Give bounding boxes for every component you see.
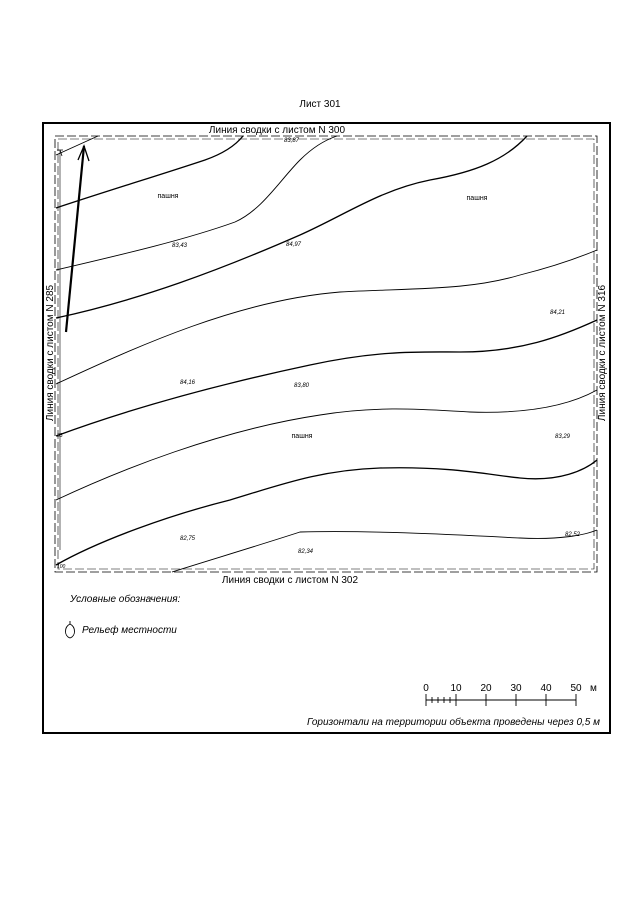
survey-boundary [55, 136, 597, 572]
contour-line [56, 136, 527, 318]
contour-line [56, 320, 597, 436]
elevation-label: 82,75 [180, 536, 196, 542]
elevation-label: 83,29 [555, 434, 571, 440]
edge-label-right: Линия сводки с листом N 316 [597, 284, 608, 422]
contour-line [56, 250, 597, 384]
scale-bar [423, 683, 597, 706]
elevation-label: 83 [57, 433, 63, 439]
contour-interval-note: Горизонтали на территории объекта проведены через 0,5 м [306, 717, 600, 728]
scale-tick-label: 40 [540, 683, 552, 694]
scale-tick-label: 30 [510, 683, 522, 694]
legend-title: Условные обозначения: [70, 594, 181, 605]
contour-lines [56, 136, 597, 572]
elevation-label: 84,97 [286, 242, 302, 248]
scale-tick-label: 0 [423, 683, 429, 694]
edge-label-top: Линия сводки с листом N 300 [208, 125, 346, 136]
sheet-title: Лист 301 [299, 99, 341, 110]
scale-tick-label: 50 [570, 683, 582, 694]
land-label: пашня [466, 195, 488, 202]
scale-tick-label: 20 [480, 683, 492, 694]
relief-icon [66, 621, 75, 638]
elevation-label: 83,43 [172, 243, 188, 249]
elevation-label: 100 [57, 564, 66, 570]
elevation-label: 83,87 [284, 138, 300, 144]
survey-boundary-inner [58, 139, 594, 569]
elevation-marks [57, 138, 581, 570]
contour-line [56, 460, 597, 565]
legend-relief-label: Рельеф местности [82, 625, 177, 636]
edge-label-bottom: Линия сводки с листом N 302 [221, 575, 359, 586]
edge-label-left: Линия сводки с листом N 285 [45, 284, 56, 422]
elevation-label: 84,16 [180, 380, 196, 386]
elevation-label: 82,52 [565, 532, 581, 538]
scale-unit: м [590, 683, 597, 694]
contour-line [56, 390, 597, 500]
contour-line [56, 136, 337, 270]
sheet-frame [43, 123, 610, 733]
land-label: пашня [291, 433, 313, 440]
elevation-label: 83,80 [294, 383, 310, 389]
scale-tick-label: 10 [450, 683, 462, 694]
elevation-label: 84,21 [550, 310, 566, 316]
contour-line [172, 530, 597, 572]
elevation-label: 82,34 [298, 549, 314, 555]
land-label: пашня [157, 193, 179, 200]
